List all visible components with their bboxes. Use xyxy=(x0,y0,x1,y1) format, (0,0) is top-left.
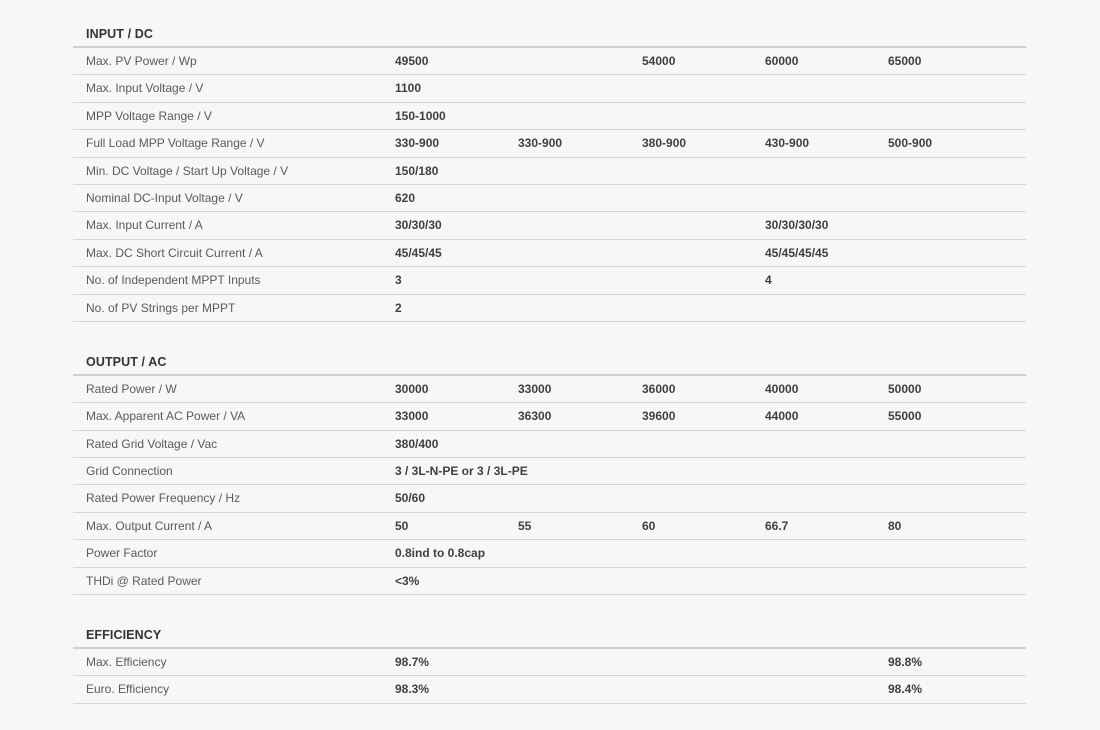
value-cell: 60000 xyxy=(765,54,799,68)
table-row xyxy=(73,485,1026,512)
value-cell: 50/60 xyxy=(395,491,426,506)
value-cell: 330-900 xyxy=(395,136,440,151)
value-cell: 98.7% xyxy=(395,655,430,670)
row-label: Min. DC Voltage / Start Up Voltage / V xyxy=(86,163,289,178)
table-row xyxy=(73,540,1026,567)
value-cell: 30000 xyxy=(395,381,429,396)
value-cell: 33000 xyxy=(395,409,429,424)
row-label: Rated Power / W xyxy=(86,381,177,396)
value-cell: 50 xyxy=(395,518,409,533)
row-label: MPP Voltage Range / V xyxy=(86,108,212,123)
table-row xyxy=(73,48,1026,75)
value-cell: 98.8% xyxy=(888,655,923,670)
spec-table xyxy=(73,20,1026,730)
table-row xyxy=(73,267,1026,294)
table-row xyxy=(73,295,1026,322)
table-row xyxy=(73,568,1026,595)
value-cell: 66.7 xyxy=(765,518,789,533)
value-cell: 150-1000 xyxy=(395,108,446,123)
row-label: Max. Input Current / A xyxy=(86,218,203,233)
value-cell: 45/45/45/45 xyxy=(765,245,829,260)
table-row xyxy=(73,212,1026,239)
value-cell: 60 xyxy=(642,518,656,533)
value-cell: 39600 xyxy=(642,409,676,424)
table-row xyxy=(73,376,1026,403)
value-cell: 3 xyxy=(395,273,402,288)
row-label: Full Load MPP Voltage Range / V xyxy=(86,136,265,151)
value-cell: 54000 xyxy=(642,54,676,68)
table-row xyxy=(73,458,1026,485)
value-cell: 3 / 3L-N-PE or 3 / 3L-PE xyxy=(395,464,528,479)
table-row xyxy=(73,75,1026,102)
row-label: Max. Input Voltage / V xyxy=(86,81,204,96)
row-label: No. of Independent MPPT Inputs xyxy=(86,273,261,288)
row-label: Rated Grid Voltage / Vac xyxy=(86,436,218,451)
value-cell: 150/180 xyxy=(395,163,439,178)
value-cell: 45/45/45 xyxy=(395,245,442,260)
row-label: Max. DC Short Circuit Current / A xyxy=(86,245,263,260)
value-cell: 330-900 xyxy=(518,136,563,151)
row-label: Euro. Efficiency xyxy=(86,682,170,697)
value-cell: 33000 xyxy=(518,381,552,396)
value-cell: 4 xyxy=(765,273,772,288)
value-cell: 0.8ind to 0.8cap xyxy=(395,546,486,561)
table-row xyxy=(73,158,1026,185)
row-label: Nominal DC-Input Voltage / V xyxy=(86,190,243,205)
section-efficiency xyxy=(73,621,1026,704)
value-cell: <3% xyxy=(395,573,420,588)
table-row xyxy=(73,240,1026,267)
value-cell: 1100 xyxy=(395,81,422,96)
value-cell: 55 xyxy=(518,518,532,533)
section-title: EFFICIENCY xyxy=(73,621,1026,649)
value-cell: 98.4% xyxy=(888,682,923,697)
table-row xyxy=(73,103,1026,130)
section-input-dc xyxy=(73,20,1026,322)
row-label: THDi @ Rated Power xyxy=(86,573,202,588)
table-row xyxy=(73,185,1026,212)
value-cell: 30/30/30 xyxy=(395,218,442,233)
row-label: Power Factor xyxy=(86,546,158,561)
value-cell: 500-900 xyxy=(888,136,933,151)
row-label: Max. Efficiency xyxy=(86,655,167,670)
value-cell: 2 xyxy=(395,300,402,315)
row-label: Max. PV Power / Wp xyxy=(86,54,197,68)
value-cell: 50000 xyxy=(888,381,922,396)
value-cell: 65000 xyxy=(888,54,922,68)
value-cell: 36000 xyxy=(642,381,676,396)
value-cell: 30/30/30/30 xyxy=(765,218,829,233)
row-label: No. of PV Strings per MPPT xyxy=(86,300,236,315)
value-cell: 44000 xyxy=(765,409,799,424)
value-cell: 55000 xyxy=(888,409,922,424)
row-label: Max. Apparent AC Power / VA xyxy=(86,409,246,424)
value-cell: 49500 xyxy=(395,54,429,68)
value-cell: 80 xyxy=(888,518,902,533)
value-cell: 98.3% xyxy=(395,682,430,697)
row-label: Rated Power Frequency / Hz xyxy=(86,491,241,506)
value-cell: 380/400 xyxy=(395,436,439,451)
section-output-ac xyxy=(73,348,1026,595)
value-cell: 36300 xyxy=(518,409,552,424)
section-title: OUTPUT / AC xyxy=(73,348,1026,376)
value-cell: 620 xyxy=(395,190,416,205)
table-row xyxy=(73,130,1026,157)
value-cell: 380-900 xyxy=(642,136,687,151)
value-cell: 40000 xyxy=(765,381,799,396)
value-cell: 430-900 xyxy=(765,136,810,151)
table-row xyxy=(73,676,1026,703)
table-row xyxy=(73,649,1026,676)
section-title: INPUT / DC xyxy=(73,20,1026,48)
row-label: Grid Connection xyxy=(86,464,173,479)
table-row xyxy=(73,513,1026,540)
table-row xyxy=(73,403,1026,430)
table-row xyxy=(73,431,1026,458)
row-label: Max. Output Current / A xyxy=(86,518,213,533)
